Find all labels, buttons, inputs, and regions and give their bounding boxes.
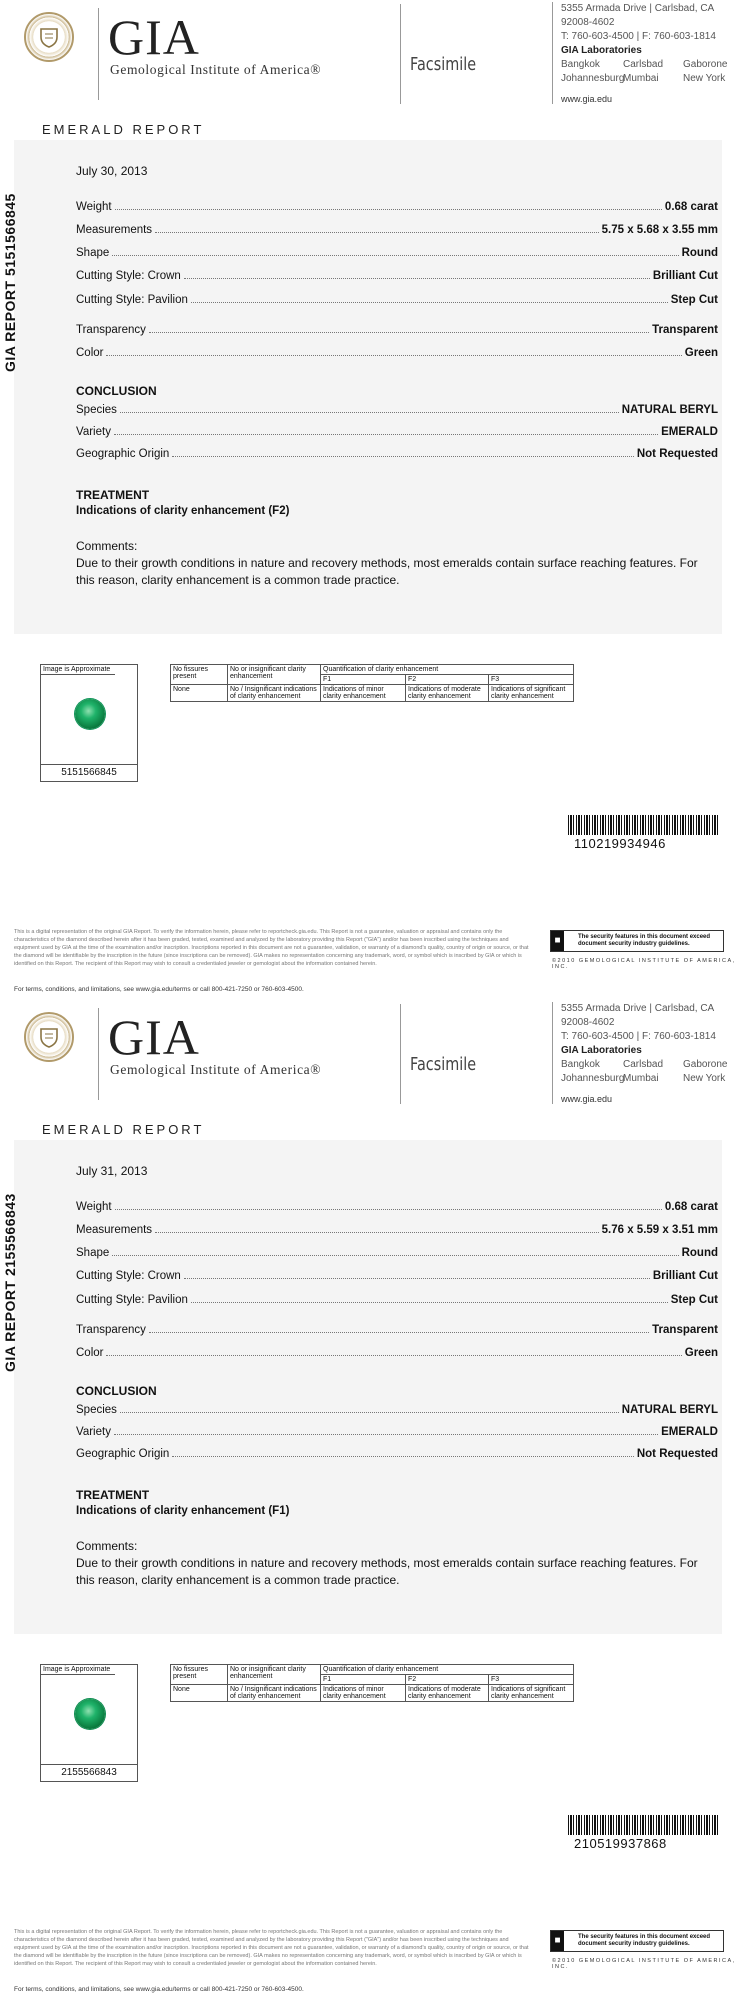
row-label: Cutting Style: Crown [76, 1270, 181, 1282]
disclaimer-text: This is a digital representation of the original GIA Report. To verify the information herein, please refer to reportcheck.gia.edu. This Report is not a guarantee, valuation or appraisal and contains only the characteristics of the diamond described herein after it has been graded, tested, examined and analyzed by the laboratory providing this Report ("GIA") and/or has been inscribed using the techniques and equipment used by GIA at the time of the examination and/or inscription. Inscriptions reported in this document are not a guarantee, validation, or warranty of a diamond's quality, country of origin or source, or that the diamond will be identifiable by the inscription in the future (since inscriptions can be removed). GIA makes no representation concerning any trademark, word, or symbol which is inscribed by GIA or which is identified on this Report. The recipient of this Report may wish to consult a credentialed jeweler or gemologist about the information contained herein. [14, 1929, 529, 1967]
table-header-cell: Quantification of clarity enhancement [321, 1665, 574, 1675]
transparency-row [76, 324, 718, 336]
header-divider [98, 8, 99, 100]
shape-row [76, 247, 718, 259]
variety-row [76, 426, 718, 438]
row-label: Shape [76, 1247, 110, 1259]
report-date: July 31, 2013 [76, 1164, 148, 1178]
crown-value: Brilliant Cut [652, 270, 718, 282]
image-caption: Image is Approximate [41, 665, 115, 675]
terms-text: For terms, conditions, and limitations, see www.gia.edu/terms or call 800-421-7250 or 760-603-4500. [14, 986, 304, 993]
header-divider [552, 1002, 553, 1104]
species-row [76, 404, 718, 416]
weight-row [76, 201, 718, 213]
crown-row [76, 1270, 718, 1282]
security-notice [550, 1930, 724, 1952]
security-notice [550, 930, 724, 952]
header-divider [400, 4, 401, 104]
city: New York [683, 73, 726, 84]
header-divider [400, 1004, 401, 1104]
gem-image-box [40, 664, 138, 782]
shape-value: Round [681, 247, 718, 259]
report-title: EMERALD REPORT [42, 1122, 205, 1137]
table-cell: Indications of moderate clarity enhancement [406, 685, 489, 702]
clarity-enhancement-table [170, 664, 574, 702]
species-value: NATURAL BERYL [621, 1404, 718, 1416]
city: Bangkok [561, 59, 600, 70]
pavilion-value: Step Cut [670, 1294, 718, 1306]
shield-icon [38, 1026, 60, 1048]
table-cell: Indications of moderate clarity enhancement [406, 1685, 489, 1702]
emerald-report-page [0, 1000, 742, 2000]
row-label: Measurements [76, 224, 153, 236]
crown-row [76, 270, 718, 282]
table-header-cell: F1 [321, 675, 406, 685]
variety-value: EMERALD [661, 1426, 718, 1438]
crown-value: Brilliant Cut [652, 1270, 718, 1282]
row-label: Measurements [76, 1224, 153, 1236]
row-label: Variety [76, 426, 111, 438]
barcode-number: 210519937868 [574, 1836, 667, 1851]
measurements-value: 5.75 x 5.68 x 3.55 mm [601, 224, 718, 236]
barcode-number: 110219934946 [574, 836, 666, 851]
table-header-cell: F3 [489, 675, 574, 685]
species-row [76, 1404, 718, 1416]
transparency-value: Transparent [652, 324, 718, 336]
street-address: 5355 Armada Drive | Carlsbad, CA 92008-4602 [561, 1003, 714, 1028]
institute-name: Gemological Institute of America® [110, 62, 322, 77]
disclaimer-text: This is a digital representation of the original GIA Report. To verify the information herein, please refer to reportcheck.gia.edu. This Report is not a guarantee, valuation or appraisal and contains only the characteristics of the diamond described herein after it has been graded, tested, examined and analyzed by the laboratory providing this Report ("GIA") and/or has been inscribed using the techniques and equipment used by GIA at the time of the examination and/or inscription. Inscriptions reported in this document are not a guarantee, validation, or warranty of a diamond's quality, country of origin or source, or that the diamond will be identifiable by the inscription in the future (since inscriptions can be removed). GIA makes no representation concerning any trademark, word, or symbol which is inscribed by GIA or which is identified on this Report. The recipient of this Report may wish to consult a credentialed jeweler or gemologist about the information contained herein. [14, 929, 529, 967]
table-row [171, 1685, 574, 1702]
labs-title: GIA Laboratories [561, 1045, 642, 1056]
facsimile-label: Facsimile [410, 54, 477, 75]
table-header-cell: No or insignificant clarity enhancement [228, 1665, 321, 1685]
gia-logo-text: GIA [108, 1009, 200, 1065]
measurements-row [76, 224, 718, 236]
city: Johannesburg [561, 73, 625, 84]
comments-block [76, 1538, 716, 1589]
variety-row [76, 1426, 718, 1438]
weight-value: 0.68 carat [664, 1201, 718, 1213]
city: Carlsbad [623, 1059, 664, 1070]
city: Johannesburg [561, 1073, 625, 1084]
table-header-cell: No or insignificant clarity enhancement [228, 665, 321, 685]
pavilion-row [76, 1294, 718, 1306]
barcode [568, 1815, 720, 1835]
table-cell: No / Insignificant indications of clarity enhancement [228, 1685, 321, 1702]
row-label: Variety [76, 1426, 111, 1438]
comments-label: Comments: [76, 1539, 138, 1553]
gia-seal-logo [24, 1012, 74, 1062]
table-header-cell: F2 [406, 675, 489, 685]
side-report-number-text: GIA REPORT 5151566845 [2, 193, 18, 372]
city: Gaborone [683, 59, 728, 70]
report-date: July 30, 2013 [76, 164, 148, 178]
copyright-text: ©2010 GEMOLOGICAL INSTITUTE OF AMERICA, INC. [552, 958, 736, 970]
street-address: 5355 Armada Drive | Carlsbad, CA 92008-4602 [561, 3, 714, 28]
row-label: Weight [76, 201, 112, 213]
shape-value: Round [681, 1247, 718, 1259]
conclusion-heading: CONCLUSION [76, 1384, 157, 1398]
report-title: EMERALD REPORT [42, 122, 205, 137]
phone-numbers: T: 760-603-4500 | F: 760-603-1814 [561, 31, 716, 42]
emerald-image [75, 699, 105, 729]
pavilion-value: Step Cut [670, 294, 718, 306]
row-label: Cutting Style: Pavilion [76, 1294, 188, 1306]
city: Gaborone [683, 1059, 728, 1070]
row-label: Cutting Style: Crown [76, 270, 181, 282]
side-report-number-text: GIA REPORT 2155566843 [2, 1193, 18, 1372]
emerald-image [75, 1699, 105, 1729]
row-label: Species [76, 404, 117, 416]
city: Bangkok [561, 1059, 600, 1070]
barcode [568, 815, 720, 835]
row-label: Color [76, 1347, 104, 1359]
lab-cities [561, 1058, 741, 1086]
image-report-number: 5151566845 [41, 764, 137, 781]
origin-value: Not Requested [636, 1448, 718, 1460]
comments-text: Due to their growth conditions in nature and recovery methods, most emeralds contain surface reaching features. For this reason, clarity enhancement is a common trade practice. [76, 556, 698, 587]
color-row [76, 347, 718, 359]
treatment-heading: TREATMENT [76, 1488, 150, 1502]
row-label: Transparency [76, 1324, 146, 1336]
lock-icon: ■ [551, 1931, 564, 1951]
table-cell: Indications of significant clarity enhancement [489, 1685, 574, 1702]
table-cell: No / Insignificant indications of clarity enhancement [228, 685, 321, 702]
city: Mumbai [623, 1073, 659, 1084]
gem-image-box [40, 1664, 138, 1782]
treatment-value: Indications of clarity enhancement (F2) [76, 505, 290, 517]
table-header-cell: No fissures present [171, 1665, 228, 1685]
species-value: NATURAL BERYL [621, 404, 718, 416]
security-text: The security features in this document exceed document security industry guidelines. [578, 934, 711, 947]
origin-value: Not Requested [636, 448, 718, 460]
pavilion-row [76, 294, 718, 306]
row-label: Geographic Origin [76, 448, 170, 460]
lab-address-block [561, 1002, 741, 1106]
table-cell: None [171, 685, 228, 702]
website-link[interactable]: www.gia.edu [561, 1094, 613, 1104]
image-report-number: 2155566843 [41, 1764, 137, 1781]
row-label: Shape [76, 247, 110, 259]
row-label: Weight [76, 1201, 112, 1213]
treatment-heading: TREATMENT [76, 488, 150, 502]
phone-numbers: T: 760-603-4500 | F: 760-603-1814 [561, 1031, 716, 1042]
table-header-cell: Quantification of clarity enhancement [321, 665, 574, 675]
row-label: Transparency [76, 324, 146, 336]
website-link[interactable]: www.gia.edu [561, 94, 613, 104]
clarity-enhancement-table [170, 1664, 574, 1702]
comments-text: Due to their growth conditions in nature and recovery methods, most emeralds contain surface reaching features. For this reason, clarity enhancement is a common trade practice. [76, 1556, 698, 1587]
row-label: Geographic Origin [76, 1448, 170, 1460]
weight-value: 0.68 carat [664, 201, 718, 213]
table-cell: None [171, 1685, 228, 1702]
city: New York [683, 1073, 726, 1084]
gia-seal-logo [24, 12, 74, 62]
origin-row [76, 448, 718, 460]
table-row [171, 685, 574, 702]
security-text: The security features in this document exceed document security industry guidelines. [578, 1934, 711, 1947]
variety-value: EMERALD [661, 426, 718, 438]
labs-title: GIA Laboratories [561, 45, 642, 56]
lock-icon: ■ [551, 931, 564, 951]
measurements-row [76, 1224, 718, 1236]
transparency-value: Transparent [652, 1324, 718, 1336]
color-value: Green [684, 347, 718, 359]
row-label: Cutting Style: Pavilion [76, 294, 188, 306]
copyright-text: ©2010 GEMOLOGICAL INSTITUTE OF AMERICA, INC. [552, 1958, 736, 1970]
table-cell: Indications of minor clarity enhancement [321, 1685, 406, 1702]
measurements-value: 5.76 x 5.59 x 3.51 mm [601, 1224, 718, 1236]
lab-cities [561, 58, 741, 86]
lab-address-block [561, 2, 741, 106]
header-divider [552, 2, 553, 104]
city: Carlsbad [623, 59, 664, 70]
row-label: Species [76, 1404, 117, 1416]
comments-block [76, 538, 716, 589]
image-caption: Image is Approximate [41, 1665, 115, 1675]
comments-label: Comments: [76, 539, 138, 553]
shape-row [76, 1247, 718, 1259]
gia-logo-text: GIA [108, 9, 200, 65]
table-header-cell: F1 [321, 1675, 406, 1685]
origin-row [76, 1448, 718, 1460]
table-cell: Indications of minor clarity enhancement [321, 685, 406, 702]
transparency-row [76, 1324, 718, 1336]
table-header-cell: F3 [489, 1675, 574, 1685]
row-label: Color [76, 347, 104, 359]
treatment-value: Indications of clarity enhancement (F1) [76, 1505, 290, 1517]
table-header-cell: No fissures present [171, 665, 228, 685]
table-header-cell: F2 [406, 1675, 489, 1685]
table-cell: Indications of significant clarity enhancement [489, 685, 574, 702]
institute-name: Gemological Institute of America® [110, 1062, 322, 1077]
shield-icon [38, 26, 60, 48]
facsimile-label: Facsimile [410, 1054, 477, 1075]
conclusion-heading: CONCLUSION [76, 384, 157, 398]
terms-text: For terms, conditions, and limitations, see www.gia.edu/terms or call 800-421-7250 or 760-603-4500. [14, 1986, 304, 1993]
color-row [76, 1347, 718, 1359]
emerald-report-page [0, 0, 742, 1000]
weight-row [76, 1201, 718, 1213]
city: Mumbai [623, 73, 659, 84]
color-value: Green [684, 1347, 718, 1359]
header-divider [98, 1008, 99, 1100]
